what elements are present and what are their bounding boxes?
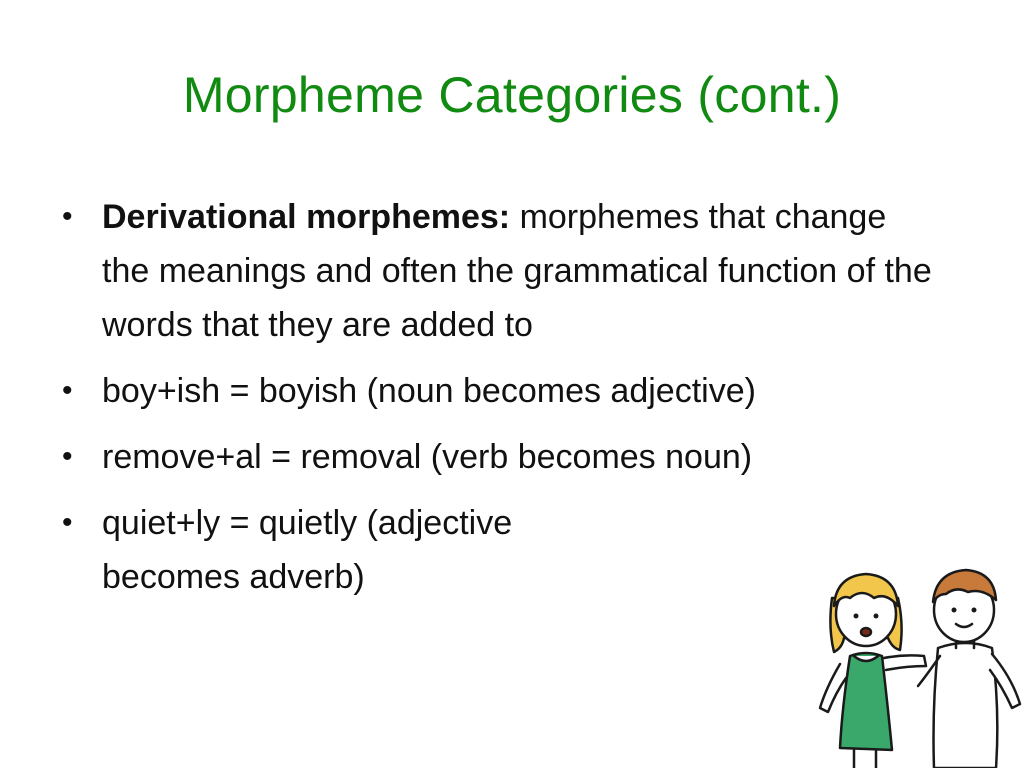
- bullet-dot: •: [62, 200, 73, 233]
- bullet-dot: •: [62, 440, 73, 473]
- bullet-text: remove+al = removal (verb becomes noun): [102, 438, 753, 476]
- bullet-text: boy+ish = boyish (noun becomes adjective): [102, 372, 756, 410]
- slide-title: Morpheme Categories (cont.): [182, 67, 842, 123]
- children-talking-illustration: [806, 558, 1024, 768]
- bullet-text: quiet+ly = quietly (adjective becomes adverb): [102, 504, 513, 596]
- bullet-list: [62, 190, 942, 616]
- term-label: Derivational morphemes:: [102, 198, 511, 236]
- girl-figure: [820, 574, 926, 768]
- bullet-dot: •: [62, 374, 73, 407]
- bullet-item-boyish-example: [62, 364, 942, 418]
- bullet-text: [102, 198, 932, 344]
- term-definition: morphemes that change the meanings and often the grammatical function of the words that they are added to: [102, 198, 932, 344]
- boy-figure: [918, 570, 1020, 768]
- bullet-item-removal-example: [62, 430, 942, 484]
- bullet-dot: •: [62, 506, 73, 539]
- bullet-item-derivational-definition: [62, 190, 942, 352]
